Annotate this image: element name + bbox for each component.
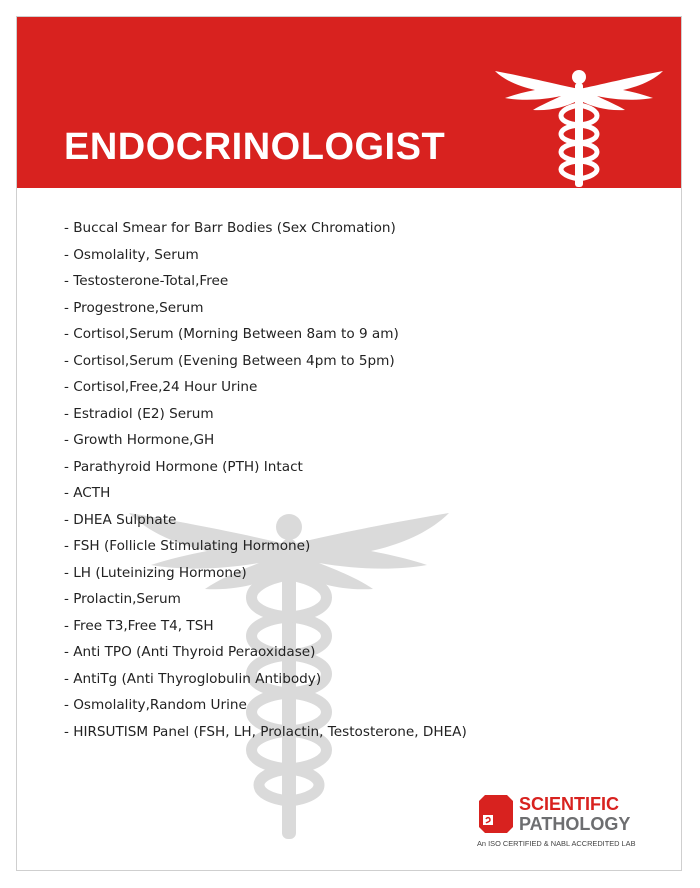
test-list bbox=[64, 215, 467, 745]
list-item: - DHEA Sulphate bbox=[64, 511, 177, 528]
header-banner bbox=[17, 17, 681, 188]
list-item: - Parathyroid Hormone (PTH) Intact bbox=[64, 458, 303, 475]
list-item: - Anti TPO (Anti Thyroid Peraoxidase) bbox=[64, 644, 316, 660]
logo-name-line2: PATHOLOGY bbox=[519, 814, 631, 834]
logo-name-line1: SCIENTIFIC bbox=[519, 794, 620, 814]
list-item: - LH (Luteinizing Hormone) bbox=[64, 564, 247, 581]
page-frame bbox=[16, 16, 682, 871]
list-item: - Osmolality, Serum bbox=[64, 246, 199, 263]
list-item: - Growth Hormone,GH bbox=[64, 432, 215, 448]
caduceus-icon bbox=[493, 65, 665, 189]
list-item: - ACTH bbox=[64, 485, 111, 501]
list-item: - Buccal Smear for Barr Bodies (Sex Chromation) bbox=[64, 220, 396, 236]
company-logo bbox=[475, 791, 655, 857]
list-item: - Cortisol,Free,24 Hour Urine bbox=[64, 379, 258, 395]
list-item: - Progestrone,Serum bbox=[64, 299, 204, 316]
list-item: - FSH (Follicle Stimulating Hormone) bbox=[64, 538, 311, 554]
scientific-pathology-logo-mark bbox=[479, 795, 513, 833]
list-item: - Estradiol (E2) Serum bbox=[64, 405, 214, 422]
list-item: - AntiTg (Anti Thyroglobulin Antibody) bbox=[64, 670, 322, 687]
list-item: - HIRSUTISM Panel (FSH, LH, Prolactin, Testosterone, DHEA) bbox=[64, 723, 467, 740]
list-item: - Prolactin,Serum bbox=[64, 591, 181, 607]
page-title: ENDOCRINOLOGIST bbox=[64, 126, 446, 168]
list-item: - Cortisol,Serum (Morning Between 8am to 9 am) bbox=[64, 326, 399, 342]
list-item: - Free T3,Free T4, TSH bbox=[64, 617, 214, 634]
logo-tagline: An ISO CERTIFIED & NABL ACCREDITED LAB bbox=[477, 839, 636, 848]
list-item: - Cortisol,Serum (Evening Between 4pm to 5pm) bbox=[64, 352, 395, 369]
list-item: - Testosterone-Total,Free bbox=[64, 273, 229, 289]
list-item: - Osmolality,Random Urine bbox=[64, 697, 247, 713]
